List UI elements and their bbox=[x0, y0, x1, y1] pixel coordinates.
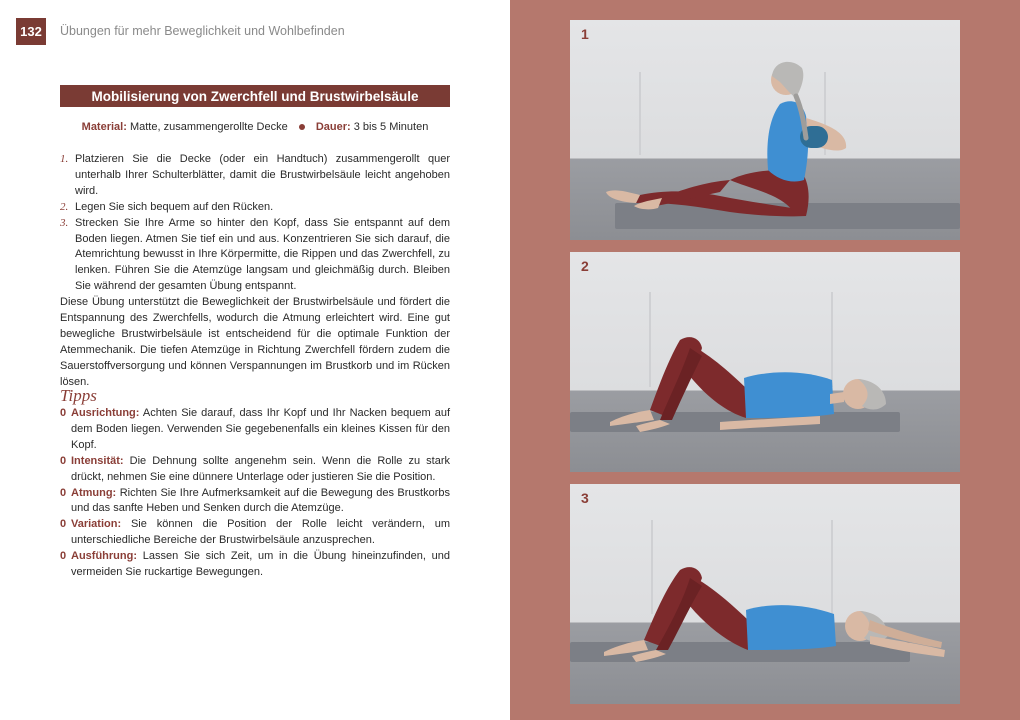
photo-number: 1 bbox=[581, 26, 589, 42]
step-number: 1. bbox=[60, 153, 69, 165]
exercise-photo-3 bbox=[570, 484, 960, 704]
seated-woman-figure bbox=[570, 20, 960, 240]
step-text: Strecken Sie Ihre Arme so hinter den Kopf, dass Sie entspannt auf dem Boden liegen. Atmen Sie tief ein und aus. Konzentrieren Sie sich darauf, die Atemrichtung bewusst in Ihre Körpermitte, die Rippen und das Zwerchfell, zu lenken. Führen Sie die Atemzüge langsam und gleichmäßig durch. Bleiben Sie während der gesamten Übung entspannt. bbox=[75, 216, 450, 293]
exercise-photo-2 bbox=[570, 252, 960, 472]
step-text: Legen Sie sich bequem auf den Rücken. bbox=[75, 200, 274, 213]
running-head: Übungen für mehr Beweglichkeit und Wohlbefinden bbox=[60, 24, 345, 38]
tip-label: Variation: bbox=[71, 518, 122, 531]
step-text: Platzieren Sie die Decke (oder ein Handtuch) zusammengerollt quer unterhalb Ihrer Schulterblätter, damit die Brustwirbelsäule leicht angehoben wird. bbox=[75, 153, 450, 197]
duration-value: 3 bis 5 Minuten bbox=[353, 121, 429, 133]
tip-text: Richten Sie Ihre Aufmerksamkeit auf die Bewegung des Brustkorbs und das sanfte Heben und Senken durch die Atemzüge. bbox=[71, 486, 450, 515]
tip-text: Sie können die Position der Rolle leicht verändern, um unterschiedliche Bereiche der Brustwirbelsäule anzusprechen. bbox=[71, 518, 450, 547]
exercise-description: Diese Übung unterstützt die Beweglichkeit der Brustwirbelsäule und fördert die Entspannung des Zwerchfells, wodurch die Atmung erleichtert wird. Eine gut bewegliche Brustwirbelsäule ist entscheidend für die optimale Funktion der Atemmechanik. Die tiefen Atemzüge in Richtung Zwerchfell fördern zudem die Sauerstoffversorgung und können Verspannungen im Brustkorb und im Rücken lösen. bbox=[60, 296, 450, 388]
photo-number: 3 bbox=[581, 490, 589, 506]
material-value: Matte, zusammengerollte Decke bbox=[129, 121, 288, 133]
separator-dot-icon bbox=[299, 124, 305, 130]
tip-label: Intensität: bbox=[71, 454, 124, 467]
right-page bbox=[510, 0, 1020, 720]
tip-bullet-icon: 0 bbox=[60, 407, 67, 419]
lying-woman-arms-down-figure bbox=[570, 252, 960, 472]
material-label: Material: bbox=[81, 121, 127, 133]
exercise-photo-1 bbox=[570, 20, 960, 240]
tip-bullet-icon: 0 bbox=[60, 550, 67, 563]
tip-item bbox=[60, 406, 450, 454]
tip-text: Achten Sie darauf, dass Ihr Kopf und Ihr Nacken bequem auf dem Boden liegen. Verwenden Sie gegebenenfalls ein kleines Kissen für den Kopf. bbox=[71, 407, 451, 451]
lying-woman-arms-overhead-figure bbox=[570, 484, 960, 704]
step-number: 2. bbox=[60, 200, 69, 213]
tips-list bbox=[60, 406, 450, 581]
step-item bbox=[60, 152, 450, 200]
step-item bbox=[60, 216, 450, 296]
tip-item bbox=[60, 549, 450, 581]
exercise-meta bbox=[60, 121, 450, 133]
step-list bbox=[60, 152, 450, 295]
tip-bullet-icon: 0 bbox=[60, 518, 67, 531]
page-number: 132 bbox=[16, 18, 46, 45]
step-item bbox=[60, 200, 450, 216]
tip-label: Atmung: bbox=[71, 486, 117, 499]
tip-text: Lassen Sie sich Zeit, um in die Übung hineinzufinden, und vermeiden Sie ruckartige Bewegungen. bbox=[71, 550, 451, 579]
duration-label: Dauer: bbox=[315, 121, 351, 133]
tip-item bbox=[60, 517, 450, 549]
tip-item bbox=[60, 486, 450, 518]
step-number: 3. bbox=[60, 216, 69, 229]
tip-item bbox=[60, 454, 450, 486]
tip-label: Ausführung: bbox=[71, 550, 137, 563]
tip-bullet-icon: 0 bbox=[60, 486, 67, 499]
tip-label: Ausrichtung: bbox=[71, 407, 140, 419]
tip-text: Die Dehnung sollte angenehm sein. Wenn die Rolle zu stark drückt, nehmen Sie eine dünnere Unterlage oder justieren Sie die Position. bbox=[71, 454, 450, 483]
tips-heading: Tipps bbox=[60, 386, 97, 405]
tip-bullet-icon: 0 bbox=[60, 454, 67, 467]
exercise-title: Mobilisierung von Zwerchfell und Brustwirbelsäule bbox=[60, 85, 450, 107]
photo-number: 2 bbox=[581, 258, 589, 274]
